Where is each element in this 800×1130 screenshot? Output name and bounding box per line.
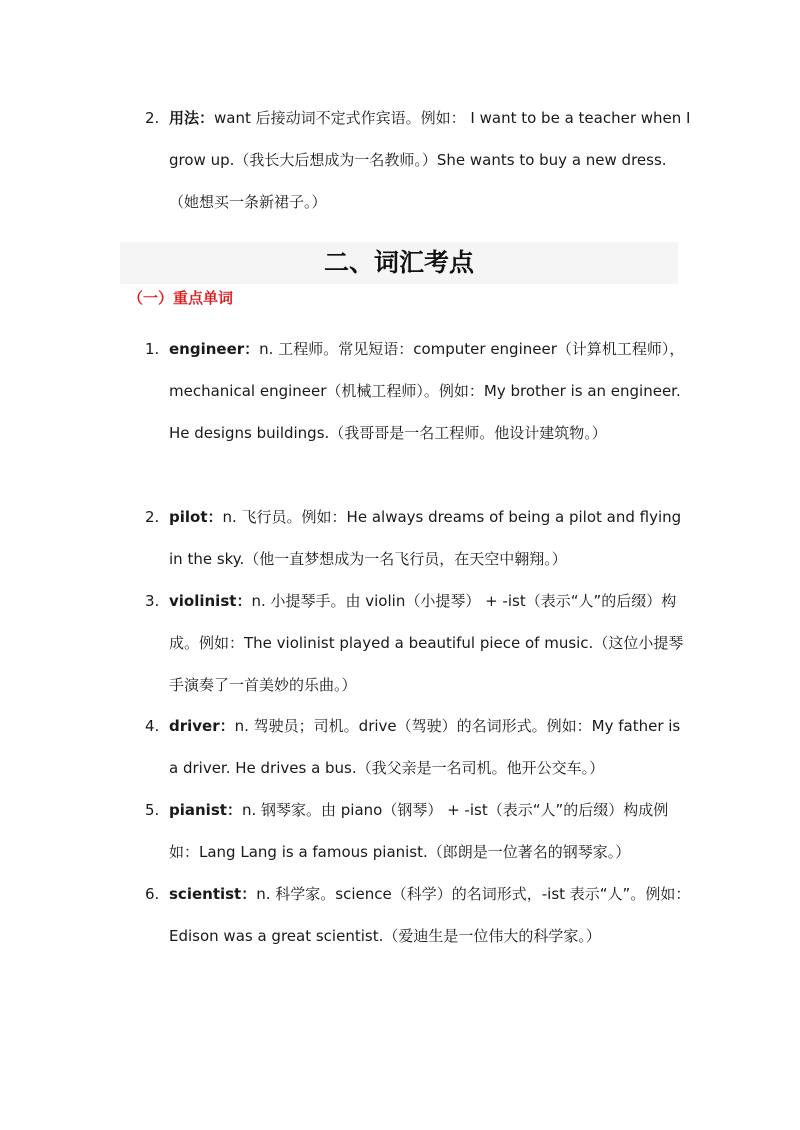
word-item-pianist	[145, 789, 693, 873]
item-body	[169, 496, 693, 580]
item-text: n. 工程师。常见短语：computer engineer（计算机工程师），mechanical engineer（机械工程师）。例如：My brother is an engineer. He designs buildings.（我哥哥是一名工程师。他设计建筑物。）	[169, 340, 685, 442]
item-term: pianist	[169, 801, 227, 819]
item-text: n. 小提琴手。由 violin（小提琴） + -ist（表示“人”的后缀）构成。例如：The violinist played a beautiful piece of music.（这位小提琴手演奏了一首美妙的乐曲。）	[169, 592, 684, 694]
item-text: want 后接动词不定式作宾语。例如： I want to be a teacher when I grow up.（我长大后想成为一名教师。）She wants to buy a new dress.（她想买一条新裙子。）	[169, 109, 691, 211]
item-term: violinist	[169, 592, 237, 610]
subheading: （一）重点单词	[128, 289, 234, 307]
term-colon: ：	[226, 801, 242, 819]
item-number: 2.	[145, 508, 160, 526]
item-text: n. 飞行员。例如：He always dreams of being a pilot and flying in the sky.（他一直梦想成为一名飞行员，在天空中翱翔。）	[169, 508, 682, 568]
word-item-driver	[145, 705, 693, 789]
item-body	[169, 789, 693, 873]
word-item-violinist	[145, 580, 693, 706]
item-number: 6.	[145, 885, 160, 903]
term-colon: ：	[244, 340, 260, 358]
item-text: n. 驾驶员；司机。drive（驾驶）的名词形式。例如：My father is a driver. He drives a bus.（我父亲是一名司机。他开公交车。）	[169, 717, 681, 777]
item-body	[169, 97, 693, 223]
item-term: driver	[169, 717, 220, 735]
item-body	[169, 873, 693, 957]
item-text: n. 钢琴家。由 piano（钢琴） + -ist（表示“人”的后缀）构成例如：Lang Lang is a famous pianist.（郎朗是一位著名的钢琴家。）	[169, 801, 669, 861]
term-colon: ：	[219, 717, 235, 735]
item-term: 用法	[169, 109, 200, 127]
term-colon: ：	[236, 592, 252, 610]
section-title: 二、词汇考点	[120, 242, 678, 284]
item-number: 5.	[145, 801, 160, 819]
item-body	[169, 328, 693, 454]
item-number: 1.	[145, 340, 160, 358]
word-item-engineer	[145, 328, 693, 454]
item-term: pilot	[169, 508, 208, 526]
item-number: 2.	[145, 109, 160, 127]
word-item-pilot	[145, 496, 693, 580]
item-body	[169, 580, 693, 706]
item-term: scientist	[169, 885, 242, 903]
term-colon: ：	[241, 885, 257, 903]
item-body	[169, 705, 693, 789]
term-colon: ：	[207, 508, 223, 526]
item-number: 3.	[145, 592, 160, 610]
term-colon: ：	[199, 109, 215, 127]
item-text: n. 科学家。science（科学）的名词形式，-ist 表示“人”。例如：Edison was a great scientist.（爱迪生是一位伟大的科学家。）	[169, 885, 691, 945]
item-term: engineer	[169, 340, 245, 358]
usage-item	[145, 97, 693, 223]
item-number: 4.	[145, 717, 160, 735]
word-item-scientist	[145, 873, 693, 957]
